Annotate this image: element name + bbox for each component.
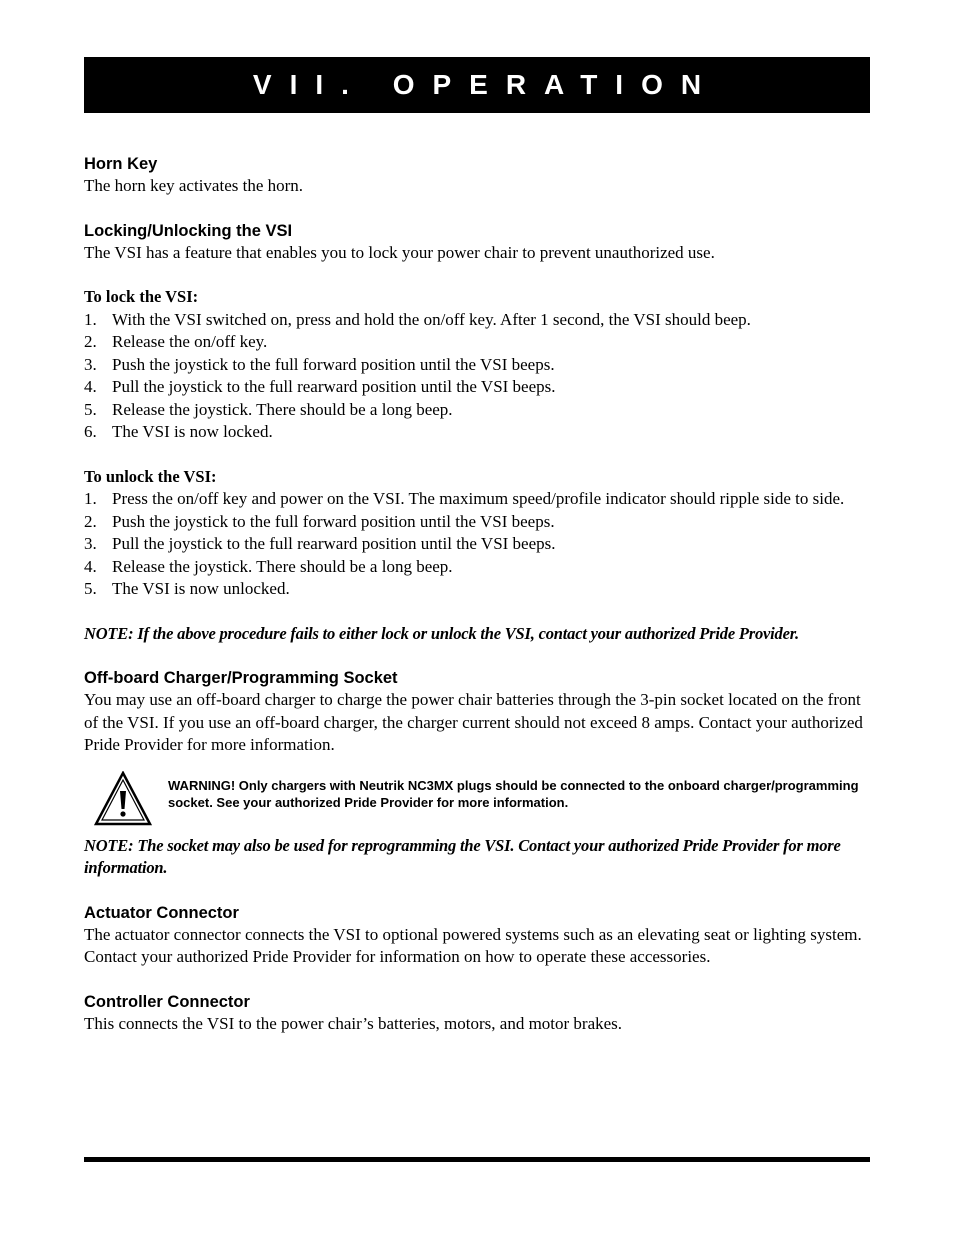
list-item: 3. Pull the joystick to the full rearward position until the VSI beeps. bbox=[84, 534, 556, 553]
lock-steps bbox=[84, 309, 870, 444]
charger-text: You may use an off-board charger to charge the power chair batteries through the 3-pin socket located on the front of the VSI. If you use an off-board charger, the charger current should not exceed 8 amps. Contact your authorized Pride Provider for more information. bbox=[84, 690, 863, 754]
list-item: 6. The VSI is now locked. bbox=[84, 422, 273, 441]
list-item: 4. Pull the joystick to the full rearward position until the VSI beeps. bbox=[84, 377, 556, 396]
actuator-text: The actuator connector connects the VSI to optional powered systems such as an elevating seat or lighting system. Contact your authorized Pride Provider for information on how to operate these accessories. bbox=[84, 924, 862, 966]
list-item: 4. Release the joystick. There should be a long beep. bbox=[84, 556, 453, 576]
list-item: 1. With the VSI switched on, press and hold the on/off key. After 1 second, the VSI should beep. bbox=[84, 309, 751, 329]
list-item: 1. Press the on/off key and power on the VSI. The maximum speed/profile indicator should ripple side to side. bbox=[84, 489, 845, 508]
warning-text: WARNING! Only chargers with Neutrik NC3MX plugs should be connected to the onboard charger/programming socket. See your authorized Pride Provider for more information. bbox=[168, 777, 859, 810]
locking-text: The VSI has a feature that enables you to lock your power chair to prevent unauthorized use. bbox=[84, 242, 715, 262]
controller-heading: Controller Connector bbox=[84, 992, 250, 1011]
footer-rule bbox=[84, 1157, 870, 1162]
list-item: 2. Push the joystick to the full forward position until the VSI beeps. bbox=[84, 511, 555, 531]
section-title: VII. OPERATION bbox=[252, 69, 720, 100]
warning-box bbox=[84, 771, 870, 827]
unlock-steps bbox=[84, 488, 870, 601]
horn-text: The horn key activates the horn. bbox=[84, 176, 304, 195]
list-item: 5. Release the joystick. There should be a long beep. bbox=[84, 399, 453, 419]
socket-note: NOTE: The socket may also be used for reprogramming the VSI. Contact your authorized Pride Provider for more information. bbox=[84, 835, 841, 877]
charger-heading: Off-board Charger/Programming Socket bbox=[84, 669, 398, 687]
warning-triangle-icon bbox=[94, 771, 164, 827]
actuator-heading: Actuator Connector bbox=[84, 903, 239, 922]
lock-title: To lock the VSI: bbox=[84, 287, 199, 306]
manual-page bbox=[84, 57, 870, 1035]
section-banner bbox=[84, 57, 870, 113]
list-item: 3. Push the joystick to the full forward position until the VSI beeps. bbox=[84, 354, 555, 374]
list-item: 5. The VSI is now unlocked. bbox=[84, 579, 290, 598]
list-item: 2. Release the on/off key. bbox=[84, 332, 268, 351]
page-content bbox=[84, 153, 870, 1035]
controller-text: This connects the VSI to the power chair’s batteries, motors, and motor brakes. bbox=[84, 1013, 623, 1033]
locking-heading: Locking/Unlocking the VSI bbox=[84, 221, 293, 240]
unlock-title: To unlock the VSI: bbox=[84, 466, 217, 486]
lock-note: NOTE: If the above procedure fails to either lock or unlock the VSI, contact your authorized Pride Provider. bbox=[84, 623, 799, 643]
horn-heading: Horn Key bbox=[84, 155, 158, 173]
